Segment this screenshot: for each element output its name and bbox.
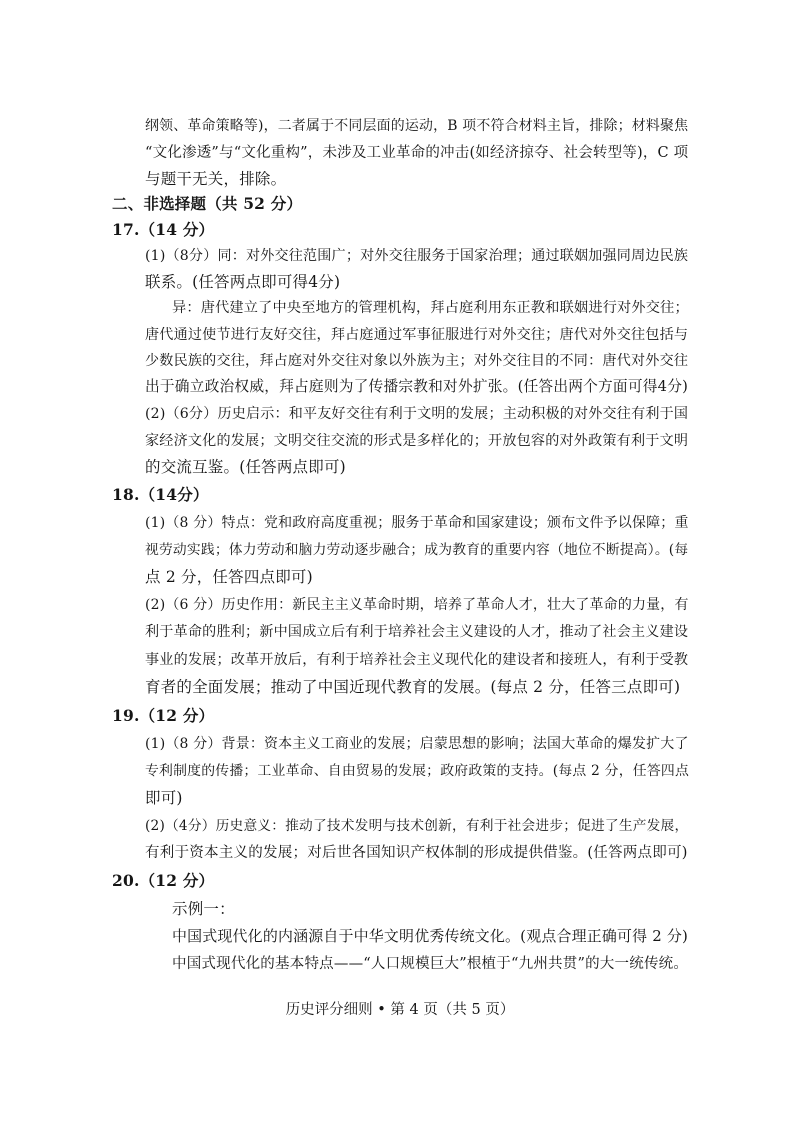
text-line: (1)（8分）同：对外交往范围广；对外交往服务于国家治理；通过联姻加强同周边民族 [145, 248, 689, 264]
page-footer: 历史评分细则 • 第 4 页（共 5 页） [285, 1002, 515, 1018]
question-heading-20: 20.（12 分） [112, 871, 215, 890]
text-line: 育者的全面发展；推动了中国近现代教育的发展。(每点 2 分，任答三点即可) [145, 678, 681, 696]
text-line: (1)（8 分）背景：资本主义工商业的发展；启蒙思想的影响；法国大革命的爆发扩大了 [145, 736, 689, 752]
section-heading: 二、非选择题（共 52 分） [112, 194, 303, 213]
text-line: 即可) [145, 789, 183, 807]
text-line: 联系。(任答两点即可得4分) [145, 273, 341, 291]
text-line: 中国式现代化的基本特点——“人口规模巨大”根植于“九州共贯”的大一统传统。 [172, 956, 689, 972]
text-line: 示例一： [172, 900, 235, 918]
text-line: (2)（6分）历史启示：和平友好交往有利于文明的发展；主动积极的对外交往有利于国 [145, 406, 689, 422]
text-line: 家经济文化的发展；文明交往交流的形式是多样化的；开放包容的对外政策有利于文明 [145, 433, 689, 449]
text-line: 点 2 分，任答四点即可) [145, 568, 313, 586]
text-line: 少数民族的交往，拜占庭对外交往对象以外族为主；对外交往目的不同：唐代对外交往 [145, 353, 689, 369]
text-line: 唐代通过使节进行友好交往，拜占庭通过军事征服进行对外交往；唐代对外交往包括与 [145, 327, 689, 343]
text-line: 中国式现代化的内涵源自于中华文明优秀传统文化。(观点合理正确可得 2 分) [172, 927, 689, 945]
text-line: (2)（4分）历史意义：推动了技术发明与技术创新，有利于社会进步；促进了生产发展， [145, 818, 689, 834]
text-line: 的交流互鉴。(任答两点即可) [145, 458, 346, 476]
text-line: 出于确立政治权威，拜占庭则为了传播宗教和对外扩张。(任答出两个方面可得4分) [145, 378, 689, 395]
text-line: 专利制度的传播；工业革命、自由贸易的发展；政府政策的支持。(每点 2 分，任答四点 [145, 763, 690, 779]
text-line: 利于革命的胜利；新中国成立后有利于培养社会主义建设的人才，推动了社会主义建设 [145, 624, 689, 640]
question-heading-19: 19.（12 分） [112, 706, 215, 725]
text-line: 与题干无关，排除。 [145, 170, 287, 188]
text-line: (1)（8 分）特点：党和政府高度重视；服务于革命和国家建设；颁布文件予以保障；重 [145, 515, 689, 531]
text-line: 事业的发展；改革开放后，有利于培养社会主义现代化的建设者和接班人，有利于受教 [145, 652, 689, 668]
text-line: 异：唐代建立了中央至地方的管理机构，拜占庭利用东正教和联姻进行对外交往； [172, 300, 689, 316]
text-line: 视劳动实践；体力劳动和脑力劳动逐步融合；成为教育的重要内容（地位不断提高）。(每 [145, 542, 689, 558]
text-line: 有利于资本主义的发展；对后世各国知识产权体制的形成提供借鉴。(任答两点即可) [145, 844, 688, 861]
text-line: “文化渗透”与“文化重构”，未涉及工业革命的冲击(如经济掠夺、社会转型等)，C 项 [145, 145, 689, 161]
text-line: 纲领、革命策略等)，二者属于不同层面的运动，B 项不符合材料主旨，排除；材料聚焦 [145, 118, 689, 134]
question-heading-17: 17.（14 分） [112, 220, 215, 239]
text-line: (2)（6 分）历史作用：新民主主义革命时期，培养了革命人才，壮大了革命的力量，有 [145, 597, 689, 613]
question-heading-18: 18.（14分） [112, 485, 209, 504]
